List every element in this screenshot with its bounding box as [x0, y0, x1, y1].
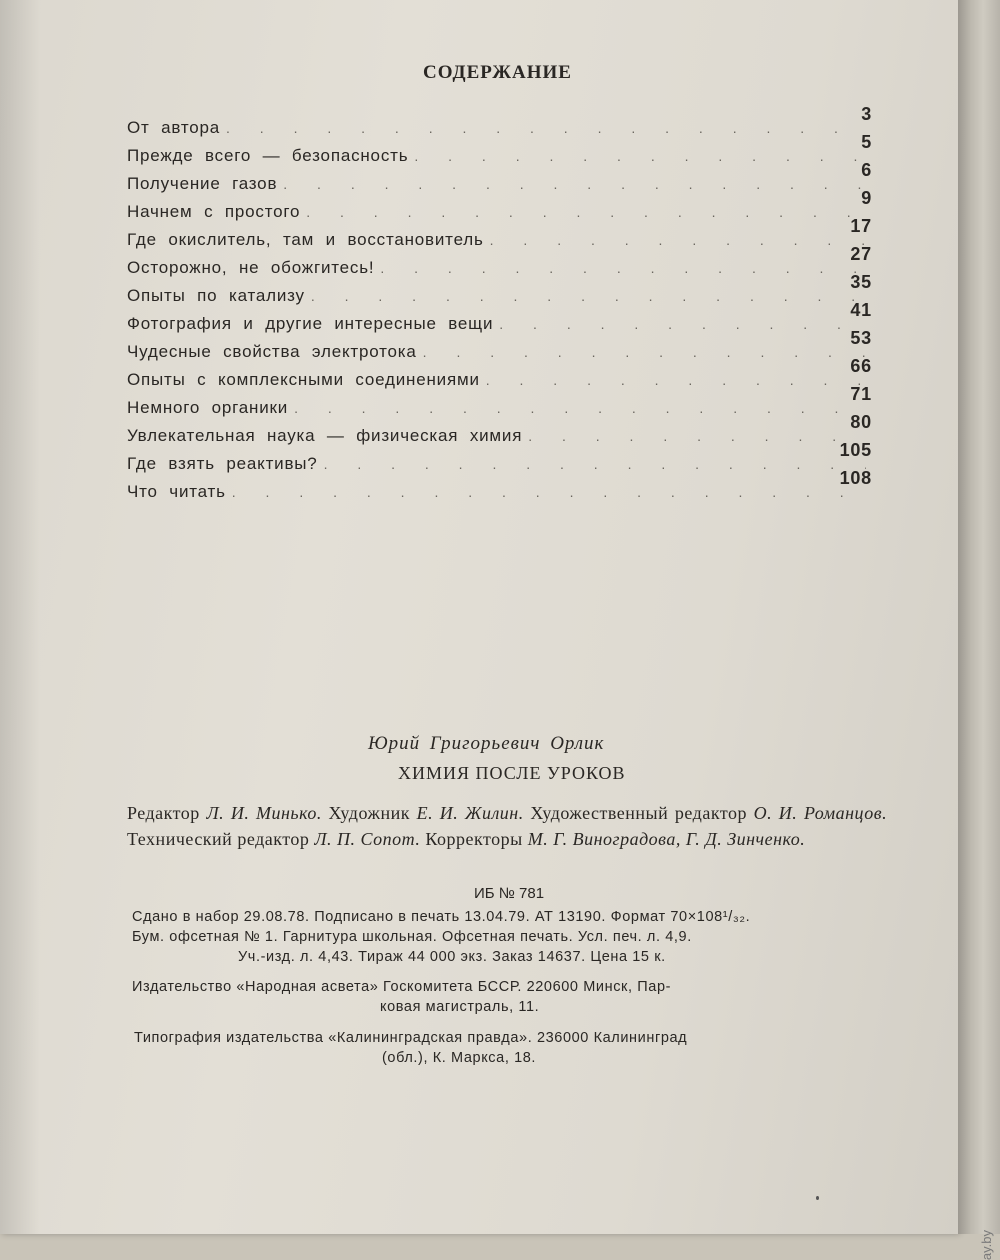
dot-leader	[380, 260, 866, 276]
printer-line-2: (обл.), К. Маркса, 18.	[382, 1050, 537, 1066]
toc-entry-page: 5	[861, 132, 872, 152]
toc-entry-page: 71	[850, 384, 872, 404]
print-line-2: Бум. офсетная № 1. Гарнитура школьная. Офсетная печать. Усл. печ. л. 4,9.	[132, 929, 692, 945]
toc-entry-title: Опыты по катализу	[127, 286, 305, 305]
publisher-line-1: Издательство «Народная асвета» Госкомитета БССР. 220600 Минск, Пар-	[132, 979, 672, 995]
toc-entry-title: Где взять реактивы?	[127, 454, 318, 473]
dot-leader	[490, 232, 866, 248]
toc-entry-page: 53	[850, 328, 872, 348]
toc-entry	[127, 300, 872, 342]
toc-entry	[127, 188, 872, 230]
art-editor-label: Художественный редактор	[530, 803, 747, 823]
toc-entry-title: Начнем с простого	[127, 202, 301, 221]
watermark: ay.by	[979, 1230, 994, 1260]
table-of-contents	[127, 104, 872, 510]
book-title: ХИМИЯ ПОСЛЕ УРОКОВ	[398, 763, 626, 783]
toc-entry-title: Увлекательная наука — физическая химия	[127, 426, 523, 445]
print-line-3: Уч.-изд. л. 4,43. Тираж 44 000 экз. Заказ 14637. Цена 15 к.	[238, 949, 666, 965]
toc-entry-page: 41	[850, 300, 872, 320]
toc-entry	[127, 412, 872, 454]
book-cover-edge	[958, 0, 1000, 1234]
author-name: Юрий Григорьевич Орлик	[368, 733, 605, 754]
art-editor-name: О. И. Романцов.	[753, 803, 888, 823]
toc-entry	[127, 384, 872, 426]
editor-name: Л. И. Минько.	[206, 803, 322, 823]
binding-shadow	[0, 0, 40, 1234]
toc-entry-page: 108	[839, 468, 872, 488]
dot-leader	[423, 344, 866, 360]
toc-entry-title: От автора	[127, 118, 221, 137]
toc-entry	[127, 328, 872, 370]
toc-entry-page: 9	[861, 188, 872, 208]
credits-paragraph	[127, 800, 887, 852]
toc-entry	[127, 468, 872, 510]
dot-leader	[306, 204, 866, 220]
ib-number: ИБ № 781	[474, 885, 545, 902]
dot-leader	[486, 372, 866, 388]
proofreaders-names: М. Г. Виноградова, Г. Д. Зинченко.	[527, 829, 806, 849]
dot-leader	[226, 120, 866, 136]
toc-entry-page: 35	[850, 272, 872, 292]
toc-entry-title: Опыты с комплексными соединениями	[127, 370, 480, 389]
dot-leader	[311, 288, 866, 304]
tech-editor-label: Технический редактор	[127, 829, 310, 849]
toc-entry	[127, 160, 872, 202]
toc-entry-title: Что читать	[127, 482, 226, 501]
toc-entry-title: Прежде всего — безопасность	[127, 146, 409, 165]
toc-entry-title: Чудесные свойства электротока	[127, 342, 417, 361]
toc-heading: СОДЕРЖАНИЕ	[423, 62, 572, 83]
toc-entry-title: Немного органики	[127, 398, 289, 417]
dot-leader	[414, 148, 866, 164]
toc-entry	[127, 440, 872, 482]
printer-line-1: Типография издательства «Калининградская правда». 236000 Калининград	[134, 1030, 688, 1046]
toc-entry-page: 105	[839, 440, 872, 460]
artist-name: Е. И. Жилин.	[416, 803, 524, 823]
toc-entry-page: 66	[850, 356, 872, 376]
toc-entry	[127, 216, 872, 258]
dot-leader	[499, 316, 866, 332]
publisher-line-2: ковая магистраль, 11.	[380, 999, 540, 1015]
dot-leader	[528, 428, 866, 444]
toc-entry-page: 17	[850, 216, 872, 236]
paper-fleck	[816, 1196, 819, 1200]
toc-entry-title: Где окислитель, там и восстановитель	[127, 230, 484, 249]
toc-entry	[127, 272, 872, 314]
toc-entry-page: 6	[861, 160, 872, 180]
toc-entry-title: Фотография и другие интересные вещи	[127, 314, 494, 333]
toc-entry-page: 80	[850, 412, 872, 432]
toc-entry	[127, 132, 872, 174]
editor-label: Редактор	[127, 803, 200, 823]
print-line-1: Сдано в набор 29.08.78. Подписано в печать 13.04.79. АТ 13190. Формат 70×108¹/₃₂.	[132, 909, 751, 925]
dot-leader	[232, 484, 866, 500]
proofreaders-label: Корректоры	[425, 829, 523, 849]
toc-entry-title: Получение газов	[127, 174, 278, 193]
artist-label: Художник	[328, 803, 410, 823]
toc-entry-title: Осторожно, не обожгитесь!	[127, 258, 375, 277]
dot-leader	[324, 456, 866, 472]
toc-entry	[127, 244, 872, 286]
toc-entry-page: 27	[850, 244, 872, 264]
dot-leader	[294, 400, 866, 416]
toc-entry	[127, 104, 872, 146]
dot-leader	[283, 176, 866, 192]
tech-editor-name: Л. П. Сопот.	[314, 829, 421, 849]
toc-entry-page: 3	[861, 104, 872, 124]
toc-entry	[127, 356, 872, 398]
